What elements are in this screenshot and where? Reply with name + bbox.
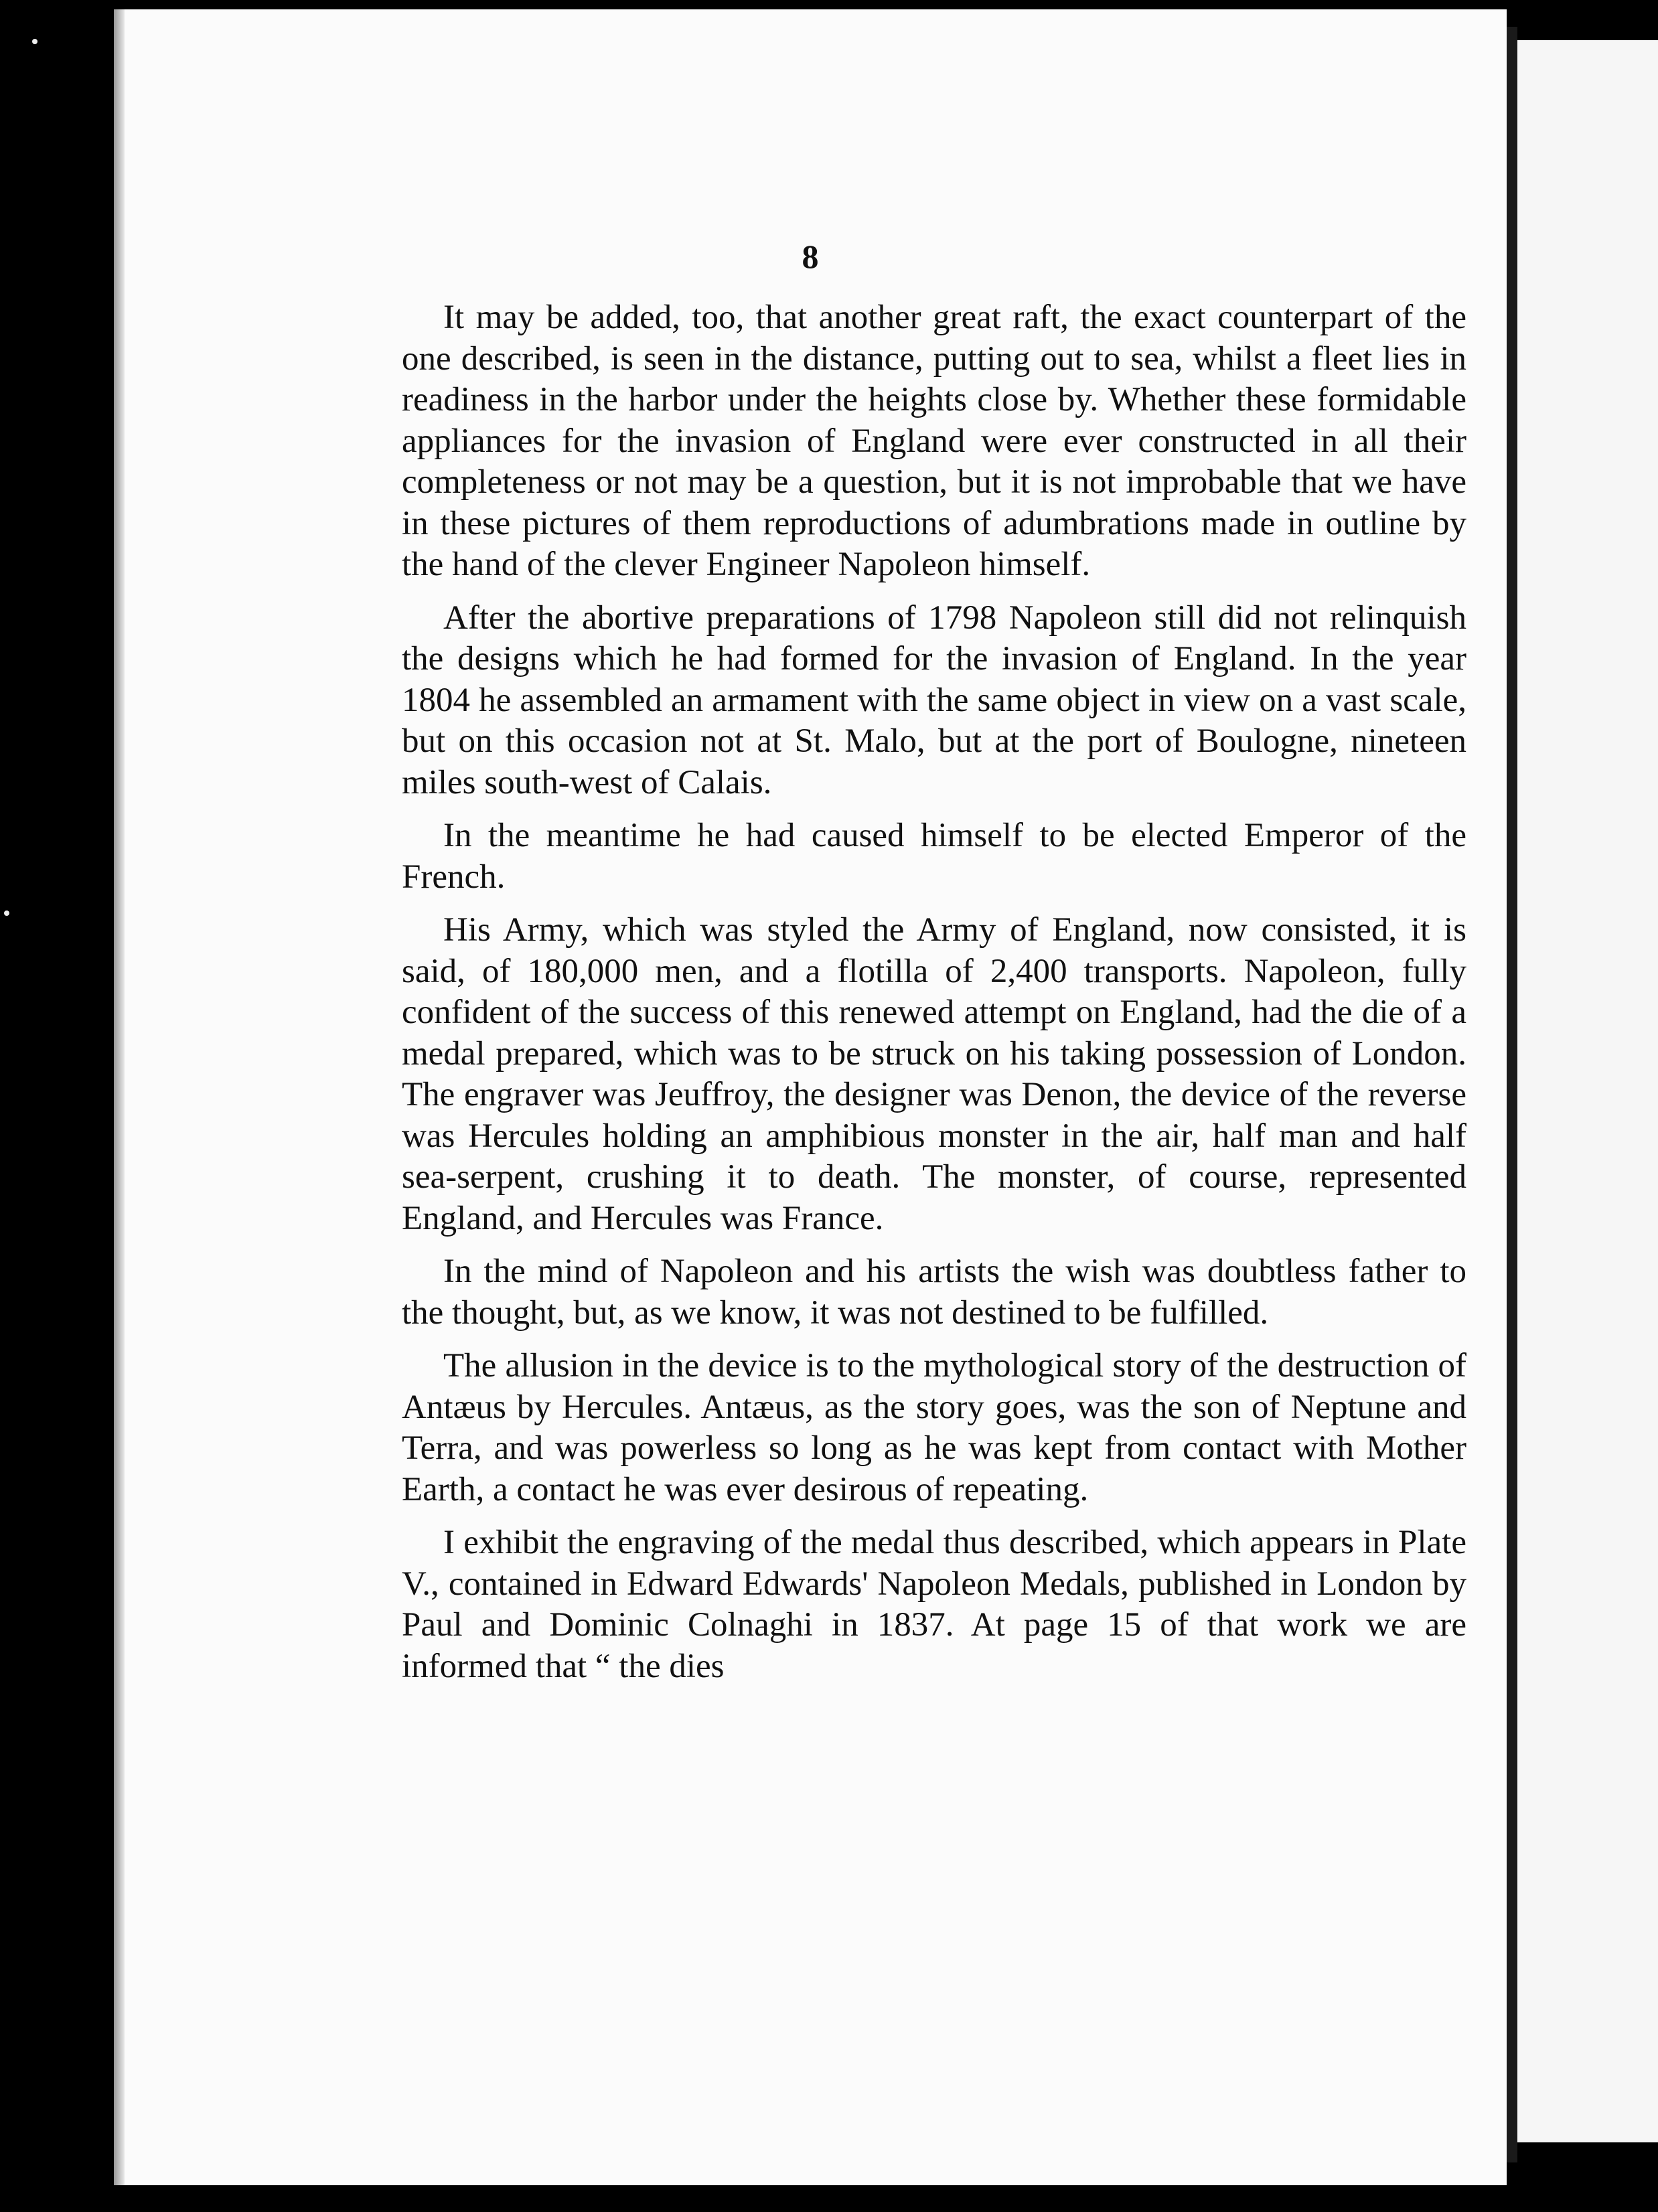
book-page [114,9,1507,2185]
paragraph-7: I exhibit the engraving of the medal thus described, which appears in Plate V., contained in Edward Edwards' Napoleon Medals, published in London by Paul and Dominic Colnaghi in 1837. At page 15 of that work we are informed that “ the dies [402,1524,1466,1685]
paragraph-6: The allusion in the device is to the mythological story of the destruction of Antæus by Hercules. Antæus, as the story goes, was the son of Neptune and Terra, and was powerless so long as he was kept from contact with Mother Earth, a contact he was ever desirous of repeating. [402,1347,1466,1508]
paragraph-2: After the abortive preparations of 1798 Napoleon still did not relinquish the designs which he had formed for the invasion of England. In the year 1804 he assembled an armament with the same object in view on a vast scale, but on this occasion not at St. Malo, but at the port of Boulogne, nineteen miles south-west of Calais. [402,599,1466,801]
paragraph-3: In the meantime he had caused himself to be elected Emperor of the French. [402,817,1466,896]
scan-speck [4,911,9,916]
paragraph-5: In the mind of Napoleon and his artists the wish was doubtless father to the thought, but, as we know, it was not destined to be fulfilled. [402,1253,1466,1332]
scan-speck [32,39,37,44]
page-binding-edge [114,9,125,2185]
body-text [402,297,1466,1699]
page-number: 8 [802,238,819,275]
paragraph-4: His Army, which was styled the Army of England, now consisted, it is said, of 180,000 men, and a flotilla of 2,400 transports. Napoleon, fully confident of the success of this renewed attempt on England, had the die of a medal prepared, which was to be struck on his taking possession of London. The engraver was Jeuffroy, the designer was Denon, the device of the reverse was Hercules holding an amphibious monster in the air, half man and half sea-serpent, crushing it to death. The monster, of course, represented England, and Hercules was France. [402,911,1466,1237]
adjacent-page [1517,40,1658,2142]
paragraph-1: It may be added, too, that another great raft, the exact counterpart of the one described, is seen in the distance, putting out to sea, whilst a fleet lies in readiness in the harbor under the heights close by. Whether these formidable appliances for the invasion of England were ever constructed in all their completeness or not may be a question, but it is not improbable that we have in these pictures of them reproductions of adumbrations made in outline by the hand of the clever Engineer Napoleon himself. [402,299,1466,583]
